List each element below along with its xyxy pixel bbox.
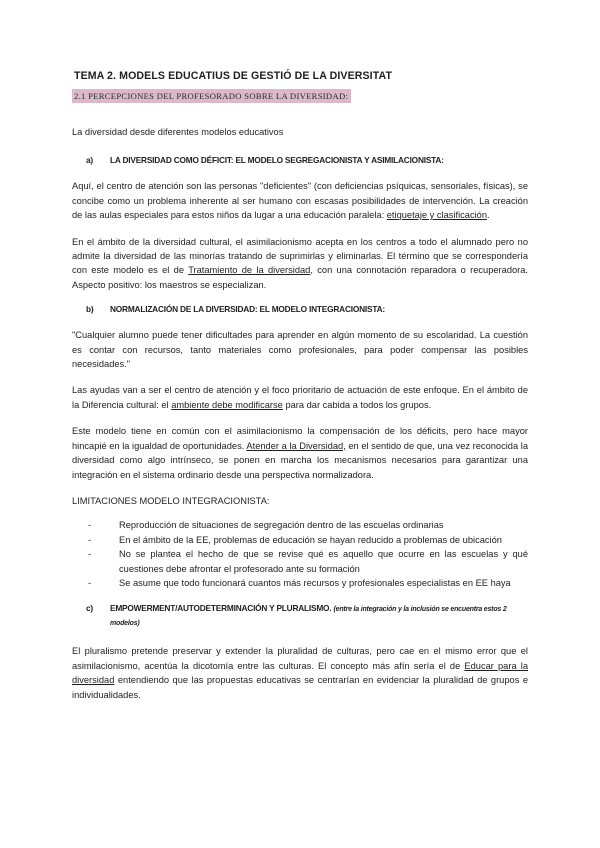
section-a-paragraph-1: Aquí, el centro de atención son las personas "deficientes" (con deficiencias psíquicas, sensoriales, físicas), se concibe como un problema inherente al ser humano con escasas posibilidades de intervención. La creación de las aulas especiales para estos niños da lugar a una educación paralela: etiquetaje y clasificación. xyxy=(72,181,528,221)
list-item: - Reproducción de situaciones de segregación dentro de las escuelas ordinarias xyxy=(88,520,444,531)
section-b-title: NORMALIZACIÓN DE LA DIVERSIDAD: EL MODELO INTEGRACIONISTA: xyxy=(110,304,385,315)
section-b-quote: "Cualquier alumno puede tener dificultades para aprender en algún momento de su escolaridad. La cuestión es contar con recursos, tanto materiales como profesionales, para poder compensar las posibles necesidades." xyxy=(72,330,528,370)
section-a-paragraph-2: En el ámbito de la diversidad cultural, el asimilacionismo acepta en los centros a todo el alumnado pero no admite la diversidad de las minorías tratando de suprimirlas y eliminarlas. El término que se correspondería con este modelo es el de Tratamiento de la diversidad, con una connotación reparadora o recuperadora. Aspecto positivo: los maestros se especializan. xyxy=(72,236,529,290)
limitations-title: LIMITACIONES MODELO INTEGRACIONISTA: xyxy=(72,495,270,506)
underlined-term: ambiente debe modificarse xyxy=(171,399,283,410)
section-c-paragraph-1: El pluralismo pretende preservar y extender la pluralidad de culturas, pero cae en el mismo error que el asimilacionismo, acentúa la dicotomía entre las culturas. El concepto más afín sería el de Educar para la diversidad entendiendo que las propuestas educativas se centrarían en evidenciar la pluralidad de grupos e individualidades. xyxy=(72,646,528,700)
page-title: TEMA 2. MODELS EDUCATIUS DE GESTIÓ DE LA DIVERSITAT xyxy=(74,70,393,82)
limitations-list xyxy=(72,518,528,590)
intro-text: La diversidad desde diferentes modelos educativos xyxy=(72,127,284,137)
list-item: - No se plantea el hecho de que se revise qué es aquello que ocurre en las escuelas y qué cuestiones debe afrontar el profesorado ante su formación xyxy=(88,549,528,574)
list-item: - Se asume que todo funcionará cuantos más recursos y profesionales especialistas en EE haya xyxy=(88,577,511,588)
underlined-term: Tratamiento de la diversidad xyxy=(188,265,311,276)
section-a-title: LA DIVERSIDAD COMO DÉFICIT: EL MODELO SEGREGACIONISTA Y ASIMILACIONISTA: xyxy=(110,155,444,166)
section-c-title: EMPOWERMENT/AUTODETERMINACIÓN Y PLURALISMO. xyxy=(110,603,332,614)
underlined-term: etiquetaje y clasificación xyxy=(386,210,488,221)
section-c-heading xyxy=(86,602,528,630)
section-c-note: (entre la integración y la inclusión se encuentra estos 2 modelos) xyxy=(110,606,507,628)
section-b-paragraph-2: Las ayudas van a ser el centro de atención y el foco prioritario de actuación de este enfoque. En el ámbito de la Diferencia cultural: el ambiente debe modificarse para dar cabida a todos los grupos. xyxy=(72,385,528,410)
section-b-paragraph-3: Este modelo tiene en común con el asimilacionismo la compensación de los déficits, pero hace mayor hincapié en la igualdad de oportunidades. Atender a la Diversidad, en el sentido de que, una vez reconocida la diversidad como algo intrínseco, se ponen en marcha los mecanismos necesarios para garantizar una integración en el sistema ordinario desde una perspectiva normalizadora. xyxy=(72,426,528,480)
section-b-letter: b) xyxy=(86,304,94,315)
underlined-term: Educar para la diversidad xyxy=(72,660,528,686)
list-item: - En el ámbito de la EE, problemas de educación se hayan reducido a problemas de ubicación xyxy=(88,534,502,545)
section-c-letter: c) xyxy=(86,603,93,614)
section-b-heading xyxy=(86,304,528,314)
section-a-heading xyxy=(86,155,528,165)
section-subtitle: 2.1 PERCEPCIONES DEL PROFESORADO SOBRE LA DIVERSIDAD: xyxy=(72,89,351,103)
section-a-letter: a) xyxy=(86,155,93,166)
underlined-term: Atender a la Diversidad, xyxy=(246,440,346,451)
